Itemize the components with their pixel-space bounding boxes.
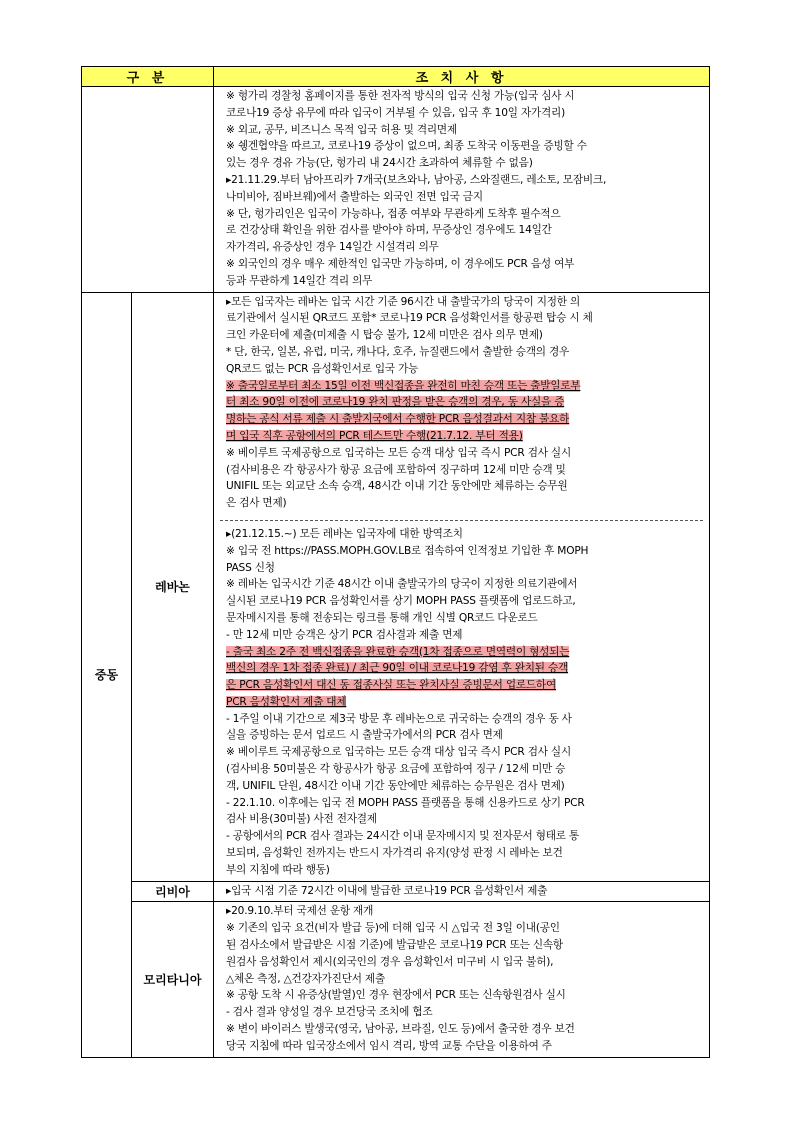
measure-line — [226, 828, 703, 845]
line-text: 원검사 음성확인서 제시(외국인의 경우 음성확인서 미구비 시 입국 불허), — [226, 955, 554, 968]
line-text: △체온 측정, △건강자가진단서 제출 — [226, 972, 385, 985]
line-text: UNIFIL 또는 외교단 소속 승객, 48시간 이내 기간 동안에만 체류하는 승무원 — [226, 480, 568, 493]
line-text: 보되며, 음성확인 전까지는 반드시 자가격리 유지(양성 판정 시 레바논 보건 — [226, 847, 563, 860]
measure-line — [226, 445, 703, 462]
line-text: 코로나19 증상 유무에 따라 입국이 거부될 수 있음, 입국 후 10일 자가격리) — [226, 106, 566, 119]
measure-line — [226, 744, 703, 761]
highlighted-text: - 출국 최소 2주 전 백신접종을 완료한 승객(1차 접종으로 면역력이 형성되는 — [226, 645, 570, 658]
measure-line — [226, 627, 703, 644]
table-row — [82, 292, 710, 881]
measure-line — [226, 778, 703, 795]
measure-line — [226, 811, 703, 828]
measure-line — [226, 660, 703, 677]
line-text: ※ 레바논 입국시간 기준 48시간 이내 출발국가의 당국이 지정한 의료기관에서 — [226, 578, 578, 591]
line-text: 실을 증빙하는 문서 업로드 시 출발국가에서의 PCR 검사 면제 — [226, 729, 503, 742]
measure-line — [226, 462, 703, 479]
measure-line — [226, 727, 703, 744]
line-text: ▸21.11.29.부터 남아프리카 7개국(보츠와나, 남아공, 스와질랜드, 레소토, 모잠비크, — [226, 173, 607, 186]
line-text: 당국 지침에 따라 입국장소에서 임시 격리, 방역 교통 수단을 이용하여 주 — [226, 1039, 552, 1052]
measure-line — [226, 138, 703, 155]
measure-line — [226, 1004, 703, 1021]
measure-line — [226, 560, 703, 577]
line-text: 나미비아, 짐바브웨)에서 출발하는 외국인 전면 입국 금지 — [226, 190, 483, 203]
measure-line — [226, 1038, 703, 1055]
line-text: - 1주일 이내 기간으로 제3국 방문 후 레바논으로 귀국하는 승객의 경우 동 사 — [226, 712, 572, 725]
line-text: 료기관에서 실시된 QR코드 포함* 코로나19 PCR 음성확인서를 항공편 탑승 시 체 — [226, 312, 593, 325]
line-text: ※ 헝가리 경찰청 홈페이지를 통한 전자적 방식의 입국 신청 가능(입국 심사 시 — [226, 90, 575, 102]
country-cell: 레바논 — [132, 292, 214, 881]
measures-cell — [214, 87, 710, 293]
measure-line — [226, 1021, 703, 1038]
line-text: ※ 변이 바이러스 발생국(영국, 남아공, 브라질, 인도 등)에서 출국한 경우 보건 — [226, 1023, 575, 1036]
measures-cell — [214, 881, 710, 902]
measure-line — [226, 610, 703, 627]
line-text: 된 검사소에서 발급받은 시점 기준)에 발급받은 코로나19 PCR 또는 신속항 — [226, 939, 563, 952]
measure-line — [226, 88, 703, 105]
measure-line — [226, 903, 703, 920]
measure-line — [226, 344, 703, 361]
measure-line — [226, 378, 703, 395]
line-text: 검사 비용(30미불) 사전 전자결제 — [226, 813, 377, 826]
region-cell: 중동 — [82, 292, 132, 1057]
measure-line — [226, 677, 703, 694]
line-text: 크인 카운터에 제출(미제출 시 탑승 불가, 12세 미만은 검사 의무 면제) — [226, 329, 543, 342]
line-text: QR코드 없는 PCR 음성확인서로 입국 가능 — [226, 362, 419, 375]
line-text: 객, UNIFIL 단원, 48시간 이내 기간 동안에만 체류하는 승무원은 검사 면제) — [226, 779, 565, 792]
measure-line — [226, 920, 703, 937]
header-row — [82, 67, 710, 87]
measure-line — [226, 222, 703, 239]
highlighted-text: 백신의 경우 1차 접종 완료) / 최근 90일 이내 코로나19 감염 후 완치된 승객 — [226, 662, 569, 675]
measure-line — [226, 987, 703, 1004]
highlighted-text: ※ 출국일로부터 최소 15일 이전 백신접종을 완전히 마친 승객 또는 출발일로부 — [226, 379, 581, 392]
measure-line — [226, 428, 703, 445]
highlighted-text: 며 입국 직후 공항에서의 PCR 테스트만 수행(21.7.12. 부터 적용) — [226, 429, 523, 442]
measure-line — [226, 394, 703, 411]
highlighted-text: 명하는 공식 서류 제출 시 출발지국에서 수행한 PCR 음성결과서 지참 불요하 — [226, 413, 570, 426]
line-text: PASS 신청 — [226, 561, 275, 574]
highlighted-text: PCR 음성확인서 제출 대체 — [226, 695, 347, 708]
measure-line — [226, 795, 703, 812]
measure-line — [226, 971, 703, 988]
measure-line — [226, 937, 703, 954]
measure-line — [226, 294, 703, 311]
line-text: ※ 입국 전 https://PASS.MOPH.GOV.LB로 접속하여 인적정보 기입한 후 MOPH — [226, 544, 589, 557]
line-text: 은 검사 면제) — [226, 497, 287, 510]
line-text: ※ 베이루트 국제공항으로 입국하는 모든 승객 대상 입국 즉시 PCR 검사 실시 — [226, 746, 572, 759]
measure-line — [226, 122, 703, 139]
measure-line — [226, 862, 703, 879]
measures-table — [81, 66, 710, 1058]
line-text: - 만 12세 미만 승객은 상기 PCR 검사결과 제출 면제 — [226, 628, 463, 641]
measure-section — [226, 882, 703, 902]
measure-line — [226, 206, 703, 223]
measure-line — [226, 411, 703, 428]
measure-line — [226, 543, 703, 560]
measures-cell — [214, 902, 710, 1057]
measure-line — [226, 576, 703, 593]
line-text: (검사비용은 각 항공사가 항공 요금에 포함하여 징구하며 12세 미만 승객 및 — [226, 463, 566, 476]
measure-line — [226, 273, 703, 290]
line-text: 문자메시지를 통해 전송되는 링크를 통해 개인 식별 QR코드 다운로드 — [226, 611, 538, 624]
measure-line — [226, 239, 703, 256]
measure-line — [226, 256, 703, 273]
measure-line — [226, 526, 703, 543]
line-text: ▸20.9.10.부터 국제선 운항 재개 — [226, 905, 374, 918]
measure-line — [226, 495, 703, 512]
header-measures: 조 치 사 항 — [214, 67, 710, 87]
table-row — [82, 87, 710, 293]
line-text: ※ 베이루트 국제공항으로 입국하는 모든 승객 대상 입국 즉시 PCR 검사 실시 — [226, 446, 572, 459]
measure-line — [226, 189, 703, 206]
table-row — [82, 902, 710, 1057]
highlighted-text: 터 최소 90일 이전에 코로나19 완치 판정을 받은 승객의 경우, 동 사실을 증 — [226, 396, 565, 409]
line-text: 자가격리, 유증상인 경우 14일간 시설격리 의무 — [226, 241, 439, 254]
line-text: * 단, 한국, 일본, 유럽, 미국, 캐나다, 호주, 뉴질랜드에서 출발한 승객의 경우 — [226, 345, 570, 358]
line-text: - 검사 결과 양성일 경우 보건당국 조치에 협조 — [226, 1006, 433, 1019]
line-text: 부의 지침에 따라 행동) — [226, 863, 330, 876]
measure-line — [226, 327, 703, 344]
highlighted-text: 은 PCR 음성확인서 대신 동 접종사실 또는 완치사실 증빙문서 업로드하여 — [226, 679, 556, 692]
measure-line — [226, 761, 703, 778]
line-text: - 22.1.10. 이후에는 입국 전 MOPH PASS 플랫폼을 통해 신용카드로 상기 PCR — [226, 796, 585, 809]
line-text: 등과 무관하게 14일간 격리 의무 — [226, 274, 373, 287]
measure-line — [226, 310, 703, 327]
line-text: ※ 공항 도착 시 유증상(발열)인 경우 현장에서 PCR 또는 신속항원검사 실시 — [226, 989, 566, 1002]
measure-line — [226, 694, 703, 711]
line-text: 실시된 코로나19 PCR 음성확인서를 상기 MOPH PASS 플랫폼에 업로드하고, — [226, 595, 576, 608]
line-text: - 공항에서의 PCR 검사 결과는 24시간 이내 문자메시지 및 전자문서 형태로 통 — [226, 830, 580, 843]
line-text: ※ 단, 헝가리인은 입국이 가능하나, 접종 여부와 무관하게 도착후 필수적으 — [226, 207, 561, 220]
country-cell: 모리타니아 — [132, 902, 214, 1057]
country-cell-continued — [82, 87, 214, 293]
measure-line — [226, 478, 703, 495]
header-category: 구 분 — [82, 67, 214, 87]
table-row — [82, 881, 710, 902]
measure-section — [226, 87, 703, 292]
measure-line — [226, 644, 703, 661]
measure-line — [226, 361, 703, 378]
measure-section — [226, 293, 703, 514]
line-text: (검사비용 50미불은 각 항공사가 항공 요금에 포함하여 징구 / 12세 미만 승 — [226, 763, 566, 776]
measure-line — [226, 954, 703, 971]
line-text: ※ 기존의 입국 요건(비자 발급 등)에 더해 입국 시 △입국 전 3일 이내(공인 — [226, 922, 560, 935]
line-text: ▸입국 시점 기준 72시간 이내에 발급한 코로나19 PCR 음성확인서 제출 — [226, 884, 548, 897]
measure-line — [226, 105, 703, 122]
measure-section — [226, 525, 703, 881]
line-text: 로 건강상태 확인을 위한 검사를 받아야 하며, 무증상인 경우에도 14일간 — [226, 224, 552, 237]
country-cell: 리비아 — [132, 881, 214, 902]
dashed-divider — [220, 520, 703, 521]
line-text: ▸(21.12.15.~) 모든 레바논 입국자에 대한 방역조치 — [226, 527, 463, 540]
measure-line — [226, 155, 703, 172]
measures-cell — [214, 292, 710, 881]
line-text: ▸모든 입국자는 레바논 입국 시간 기준 96시간 내 출발국가의 당국이 지정한 의 — [226, 295, 581, 308]
measure-line — [226, 845, 703, 862]
measure-line — [226, 711, 703, 728]
measure-section — [226, 902, 703, 1056]
measure-line — [226, 593, 703, 610]
line-text: ※ 쉥겐협약을 따르고, 코로나19 증상이 없으며, 최종 도착국 이동편을 증빙할 수 — [226, 140, 587, 153]
line-text: 있는 경우 경유 가능(단, 헝가리 내 24시간 초과하여 체류할 수 없음) — [226, 157, 533, 170]
measure-line — [226, 883, 703, 900]
line-text: ※ 외국인의 경우 매우 제한적인 입국만 가능하며, 이 경우에도 PCR 음성 여부 — [226, 257, 575, 270]
line-text: ※ 외교, 공무, 비즈니스 목적 입국 허용 및 격리면제 — [226, 123, 457, 136]
measure-line — [226, 172, 703, 189]
